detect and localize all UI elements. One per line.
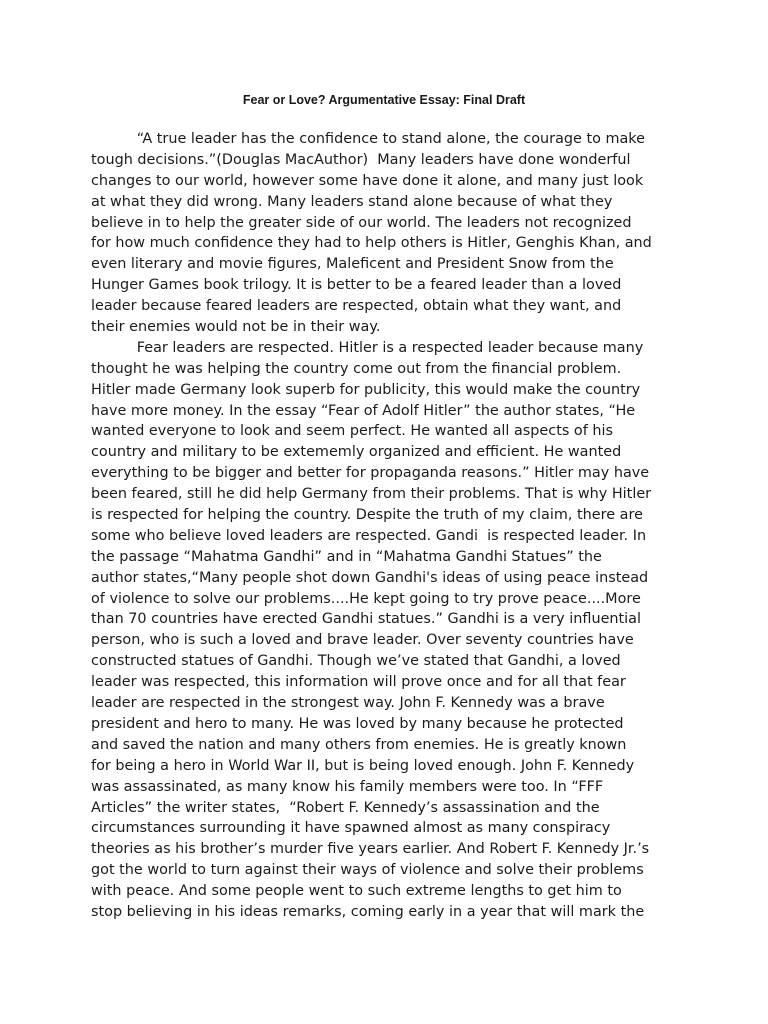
essay-line: “A true leader has the confidence to stand alone, the courage to make — [91, 131, 645, 147]
essay-line: stop believing in his ideas remarks, coming early in a year that will mark the — [91, 903, 645, 920]
essay-line: author states,“Many people shot down Gandhi's ideas of using peace instead — [91, 569, 649, 586]
essay-line: got the world to turn against their ways of violence and solve their problems — [91, 862, 644, 879]
essay-line: for how much confidence they had to help others is Hitler, Genghis Khan, and — [91, 235, 652, 252]
essay-line: Hitler made Germany look superb for publicity, this would make the country — [91, 381, 641, 398]
essay-body — [91, 129, 691, 923]
document-title: Fear or Love? Argumentative Essay: Final Draft — [242, 93, 526, 107]
essay-line: at what they did wrong. Many leaders stand alone because of what they — [91, 193, 613, 210]
essay-line: of violence to solve our problems....He kept going to try prove peace....More — [91, 590, 641, 607]
essay-line: for being a hero in World War II, but is being loved enough. John F. Kennedy — [91, 757, 635, 774]
essay-line: leader was respected, this information will prove once and for all that fear — [91, 674, 626, 691]
essay-line: and saved the nation and many others from enemies. He is greatly known — [91, 736, 627, 753]
essay-line: president and hero to many. He was loved by many because he protected — [91, 715, 624, 732]
essay-line: country and military to be extememly organized and efficient. He wanted — [91, 444, 622, 461]
essay-line: been feared, still he did help Germany from their problems. That is why Hitler — [91, 486, 652, 503]
essay-line: theories as his brother’s murder five years earlier. And Robert F. Kennedy Jr.’s — [91, 841, 650, 858]
essay-line: person, who is such a loved and brave leader. Over seventy countries have — [91, 632, 634, 649]
essay-line: have more money. In the essay “Fear of Adolf Hitler” the author states, “He — [91, 402, 636, 419]
essay-line: thought he was helping the country come out from the financial problem. — [91, 360, 622, 377]
essay-line: Hunger Games book trilogy. It is better to be a feared leader than a loved — [91, 277, 622, 294]
essay-line: than 70 countries have erected Gandhi statues.” Gandhi is a very influential — [91, 611, 641, 628]
essay-line: wanted everyone to look and seem perfect. He wanted all aspects of his — [91, 423, 613, 440]
essay-line: is respected for helping the country. Despite the truth of my claim, there are — [91, 507, 643, 524]
essay-line: changes to our world, however some have done it alone, and many just look — [91, 172, 644, 189]
essay-line: leader because feared leaders are respected, obtain what they want, and — [91, 298, 622, 315]
essay-line: leader are respected in the strongest way. John F. Kennedy was a brave — [91, 695, 605, 712]
essay-line: with peace. And some people went to such extreme lengths to get him to — [91, 883, 622, 900]
essay-line: constructed statues of Gandhi. Though we’ve stated that Gandhi, a loved — [91, 653, 621, 670]
essay-line: Articles” the writer states, “Robert F. Kennedy’s assassination and the — [91, 799, 600, 816]
essay-line: tough decisions.”(Douglas MacAuthor) Many leaders have done wonderful — [91, 151, 631, 168]
essay-line: their enemies would not be in their way. — [91, 319, 381, 336]
essay-line: even literary and movie figures, Maleficent and President Snow from the — [91, 256, 614, 273]
essay-line: some who believe loved leaders are respected. Gandi is respected leader. In — [91, 527, 647, 544]
essay-line: everything to be bigger and better for propaganda reasons.” Hitler may have — [91, 465, 650, 482]
essay-line: believe in to help the greater side of our world. The leaders not recognized — [91, 214, 632, 231]
essay-line: the passage “Mahatma Gandhi” and in “Mahatma Gandhi Statues” the — [91, 548, 602, 565]
essay-line: circumstances surrounding it have spawned almost as many conspiracy — [91, 820, 611, 837]
essay-line: Fear leaders are respected. Hitler is a respected leader because many — [91, 339, 644, 356]
essay-line: was assassinated, as many know his family members were too. In “FFF — [91, 778, 604, 795]
